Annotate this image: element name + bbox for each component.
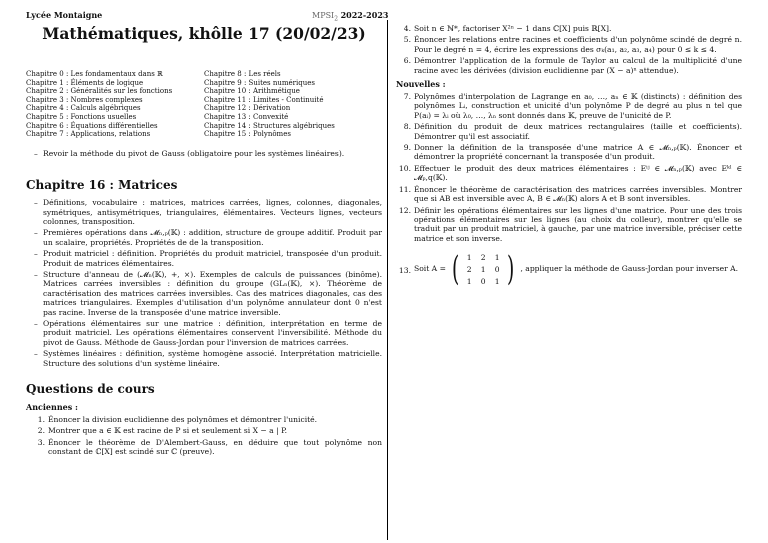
chapter-item: Chapitre 15 : Polynômes	[204, 130, 291, 139]
matrix-cell: 0	[494, 264, 500, 274]
question-number: 6.	[403, 56, 411, 66]
question-item	[396, 143, 742, 162]
matrix-cell: 1	[480, 264, 486, 274]
matrix-cell: 1	[466, 252, 472, 262]
question-number: 5.	[403, 35, 411, 45]
matrix-cell: 1	[494, 252, 500, 262]
matrix-cell: 1	[466, 276, 472, 286]
column-divider	[387, 20, 388, 540]
chapter16-item: – Opérations élémentaires sur une matrice : définition, interprétation en terme de produit matriciel. Les opérations élémentaires conservent l'inversibilité. Méthode du pivot de Gauss. Méthode de Gauss-Jordan pour l'inversion de matrices carrées.	[34, 319, 382, 347]
question-item-13	[396, 249, 742, 289]
chapter-item: Chapitre 0 : Les fondamentaux dans ℝ	[26, 70, 163, 78]
matrix-cell: 2	[466, 264, 472, 274]
left-column	[26, 70, 382, 459]
question-number: 8.	[403, 122, 411, 132]
class-sub: 2	[334, 15, 339, 23]
matrix-grid	[462, 249, 504, 289]
chapter-item: Chapitre 10 : Arithmétique	[204, 87, 300, 96]
matrix-cell: 0	[480, 276, 486, 286]
question-number: 3.	[37, 437, 45, 447]
chapter-list	[26, 70, 382, 139]
class-year	[312, 10, 388, 23]
questions-heading: Questions de cours	[26, 382, 155, 397]
question-number: 13.	[398, 266, 411, 276]
review-note-list	[26, 149, 382, 158]
question-13-suffix: , appliquer la méthode de Gauss-Jordan pour inverser A.	[520, 264, 739, 274]
question-text: Montrer que a ∈ 𝕂 est racine de P si et seulement si X − a | P.	[48, 426, 288, 436]
question-item	[396, 185, 742, 204]
question-text: Énoncer le théorème de caractérisation des matrices carrées inversibles. Montrer que si AB est inversible avec A, B ∈ 𝓜ₙ(𝕂) alors A et B sont inversibles.	[414, 184, 742, 204]
matrix-a	[449, 249, 518, 289]
chapter-item: Chapitre 4 : Calculs algébriques	[26, 104, 141, 113]
right-column	[396, 24, 742, 291]
chapter-item: Chapitre 12 : Dérivation	[204, 104, 291, 113]
question-item	[396, 35, 742, 54]
question-text: Polynômes d'interpolation de Lagrange en a₀, …, aₙ ∈ 𝕂 (distincts) : définition des polynômes Lᵢ, construction et unicité d'un polynôme P de degré au plus n tel que P(aᵢ) = λᵢ où λ₀, …, λₙ sont donnés dans 𝕂, preuve de l'unicité de P.	[414, 92, 742, 120]
question-item	[30, 426, 382, 435]
chapter16-item: – Définitions, vocabulaire : matrices, matrices carrées, lignes, colonnes, diagonales, symétriques, antisymétriques, triangulaires, élémentaires. Vecteurs lignes, vecteurs colonnes, transposition.	[34, 198, 382, 226]
question-number: 11.	[398, 184, 411, 194]
chapter-item: Chapitre 7 : Applications, relations	[26, 130, 151, 139]
question-text: Définir les opérations élémentaires sur les lignes d'une matrice. Pour une des trois opérations élémentaires sur les lignes (au choix du colleur), montrer qu'elle se traduit par un produit matriciel, à gauche, par une matrice inversible, préciser cette matrice et son inverse.	[414, 205, 742, 243]
chapter16-item: – Systèmes linéaires : définition, système homogène associé. Interprétation matricielle. Structure des solutions d'un système linéaire.	[34, 349, 382, 368]
question-item	[30, 415, 382, 424]
chapter-item: Chapitre 6 : Équations différentielles	[26, 121, 158, 130]
chapter-item: Chapitre 1 : Éléments de logique	[26, 78, 144, 87]
matrix-left-paren: (	[451, 249, 460, 290]
page-title: Mathématiques, khôlle 17 (20/02/23)	[42, 24, 366, 43]
question-number: 1.	[37, 415, 45, 425]
chapter-item: Chapitre 8 : Les réels	[204, 70, 281, 78]
chapter16-item: – Premières opérations dans 𝓜ₙ,ₚ(𝕂) : addition, structure de groupe additif. Produit par un scalaire, propriétés. Propriétés de de la transposition.	[34, 228, 382, 247]
question-number: 9.	[403, 143, 411, 153]
chapter16-heading: Chapitre 16 : Matrices	[26, 178, 178, 193]
nouvelles-label: Nouvelles :	[396, 79, 446, 90]
question-text: Définition du produit de deux matrices rectangulaires (taille et coefficients). Démontrer qu'il est associatif.	[414, 122, 742, 141]
nouvelles-list	[396, 92, 742, 289]
question-number: 10.	[398, 163, 411, 173]
chapter-list-right	[204, 70, 382, 139]
question-13-prefix: Soit A =	[414, 264, 446, 274]
review-note: – Revoir la méthode du pivot de Gauss (obligatoire pour les systèmes linéaires).	[34, 149, 382, 158]
anciennes-label: Anciennes :	[26, 402, 78, 413]
question-text: Énoncer le théorème de D'Alembert-Gauss, en déduire que tout polynôme non constant de ℂ[X] est scindé sur ℂ (preuve).	[48, 437, 382, 457]
question-text: Donner la définition de la transposée d'une matrice A ∈ 𝓜ₙ,ₚ(𝕂). Énoncer et démontrer la propriété concernant la transposée d'un produit.	[414, 143, 742, 162]
question-item	[30, 438, 382, 457]
chapter16-item: – Structure d'anneau de (𝓜ₙ(𝕂), +, ×). Exemples de calculs de puissances (binôme). Matrices carrées inversibles : définition du groupe (GLₙ(𝕂), ×). Théorème de caractérisation des matrices carrées inversibles. Cas des matrices diagonales, cas des matrices triangulaires. Exemples d'utilisation d'un polynôme annulateur dont 0 n'est pas racine. Inverse de la transposée d'une matrice inversible.	[34, 270, 382, 317]
matrix-right-paren: )	[507, 249, 515, 290]
question-item	[396, 122, 742, 141]
question-number: 2.	[37, 426, 45, 436]
question-item	[396, 164, 742, 183]
anciennes-list-right	[396, 24, 742, 75]
question-text: Énoncer les relations entre racines et coefficients d'un polynôme scindé de degré n. Pour le degré n = 4, écrire les expressions des σₖ(a₁, a₂, a₃, a₄) pour 0 ≤ k ≤ 4.	[414, 35, 742, 54]
question-text: Démontrer l'application de la formule de Taylor au calcul de la multiplicité d'une racine avec les dérivées (division euclidienne par (X − a)ⁿ attendue).	[414, 56, 742, 75]
chapter-item: Chapitre 11 : Limites - Continuité	[204, 95, 324, 104]
question-text: Énoncer la division euclidienne des polynômes et démontrer l'unicité.	[48, 415, 318, 425]
chapter-item: Chapitre 9 : Suites numériques	[204, 78, 315, 87]
question-number: 4.	[403, 24, 411, 33]
question-item	[396, 56, 742, 75]
school-name: Lycée Montaigne	[26, 10, 103, 20]
question-number: 7.	[403, 92, 411, 102]
question-text: Effectuer le produit des deux matrices élémentaires : Eⁱʲ ∈ 𝓜ₙ,ₚ(𝕂) avec Eᵏˡ ∈ 𝓜ₚ,q(𝕂).	[414, 163, 742, 183]
question-item	[396, 92, 742, 120]
chapter-item: Chapitre 14 : Structures algébriques	[204, 121, 335, 130]
chapter-item: Chapitre 3 : Nombres complexes	[26, 95, 143, 104]
chapter-list-left	[26, 70, 204, 139]
question-item	[396, 206, 742, 244]
question-number: 12.	[398, 205, 411, 215]
school-year: 2022-2023	[340, 10, 389, 20]
class-prefix: MPSI	[312, 11, 335, 20]
chapter-item: Chapitre 2 : Généralités sur les fonctions	[26, 87, 173, 96]
chapter-item: Chapitre 5 : Fonctions usuelles	[26, 112, 137, 121]
anciennes-list-left	[26, 415, 382, 457]
question-13-body	[414, 249, 742, 289]
question-item	[396, 24, 742, 33]
chapter16-item: – Produit matriciel : définition. Propriétés du produit matriciel, transposée d'un produit. Produit de matrices élémentaires.	[34, 249, 382, 268]
matrix-cell: 1	[494, 276, 500, 286]
chapter-item: Chapitre 13 : Convexité	[204, 112, 289, 121]
question-text: Soit n ∈ ℕ*, factoriser X²ⁿ − 1 dans ℂ[X] puis ℝ[X].	[414, 24, 612, 33]
matrix-cell: 2	[480, 252, 486, 262]
chapter16-list	[26, 198, 382, 368]
